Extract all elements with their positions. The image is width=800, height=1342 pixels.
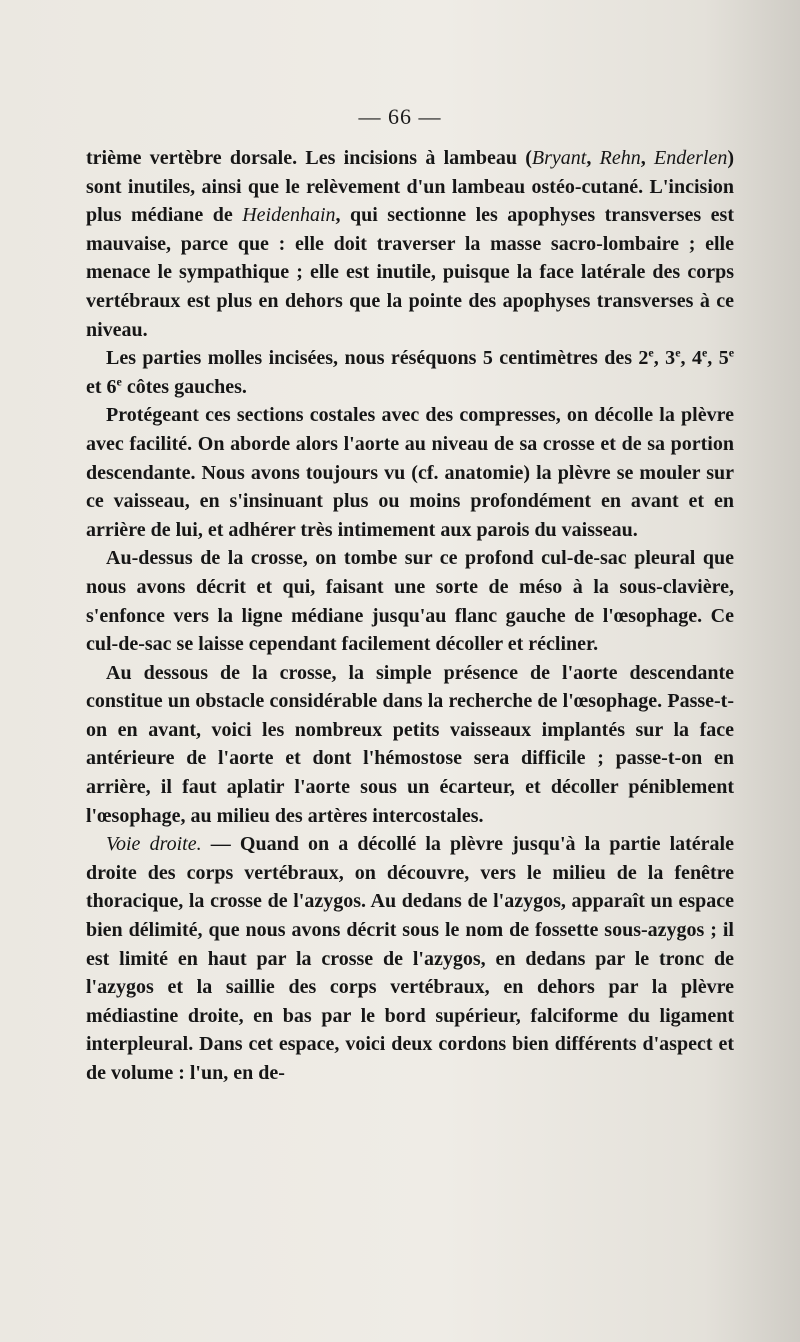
paragraph	[86, 830, 734, 1087]
text-run: , 3	[653, 347, 676, 370]
italic-text: Heidenhain	[242, 204, 336, 227]
italic-text: Rehn	[599, 147, 641, 169]
text-run: — Quand on a décollé la plèvre jusqu'à la partie latérale droite des corps vertébraux, on découvre, vers le milieu de la fenêtre thoracique, la crosse de l'azygos. Au dedans de l'azygos, apparaît un espace bien délimité, que nous avons décrit sous le nom de fossette sous-azygos ; il est limité en haut par la crosse de l'azygos, en dedans par le tronc de l'azygos et la saillie des corps vertébraux, en dehors par la plèvre médiastine droite, en bas par le bord supérieur, falciforme du ligament interpleural. Dans cet espace, voici deux cordons bien différents d'aspect et de volume : l'un, en de-	[86, 833, 734, 1084]
paragraph	[86, 401, 734, 544]
paragraph	[86, 144, 734, 344]
italic-text: Voie droite.	[106, 833, 202, 856]
text-run: , 5	[707, 347, 729, 370]
paragraph	[86, 344, 734, 401]
text-run: et 6	[86, 375, 117, 398]
text-run: ,	[640, 147, 655, 169]
superscript-text: e	[116, 374, 122, 389]
paragraph	[86, 659, 734, 831]
body-text	[86, 144, 734, 1088]
text-run: Au-dessus de la crosse, on tombe sur ce profond cul-de-sac pleural que nous avons décrit et qui, faisant une sorte de méso à la sous-clavière, s'enfonce vers la ligne médiane jusqu'au flanc gauche de l'œsophage. Ce cul-de-sac se laisse cependant facilement décoller et récliner.	[86, 547, 734, 656]
text-run: Protégeant ces sections costales avec des compresses, on décolle la plèvre avec facilité. On aborde alors l'aorte au niveau de sa crosse et de sa portion descendante. Nous avons toujours vu (cf. anatomie) la plèvre se mouler sur ce vaisseau, en s'insinuant plus ou moins profondément en avant et en arrière de lui, et adhérer très intimement aux parois du vaisseau.	[86, 404, 734, 541]
text-run: Au dessous de la crosse, la simple présence de l'aorte descendante constitue un obstacle considérable dans la recherche de l'œsophage. Passe-t-on en avant, voici les nombreux petits vaisseaux implantés sur la face antérieure de l'aorte et dont l'hémostose sera difficile ; passe-t-on en arrière, il faut aplatir l'aorte sous un écarteur, et décoller péniblement l'œsophage, au milieu des artères intercostales.	[86, 661, 734, 827]
text-run: ,	[586, 147, 600, 169]
text-run: , 4	[680, 347, 702, 370]
superscript-text: e	[648, 345, 654, 360]
superscript-text: e	[728, 345, 735, 360]
text-run: trième vertèbre dorsale. Les incisions à lambeau (	[86, 147, 532, 169]
italic-text: Bryant	[531, 147, 587, 169]
text-run: côtes gauches.	[121, 375, 247, 398]
superscript-text: e	[701, 345, 708, 360]
text-run: Les parties molles incisées, nous réséquons 5 centimètres des 2	[106, 347, 649, 370]
text-run: ) sont inutiles, ainsi que le relèvement d'un lambeau ostéo-cutané. L'incision plus médiane de	[86, 147, 735, 227]
superscript-text: e	[675, 345, 681, 360]
page-number: — 66 —	[358, 104, 442, 129]
paragraph	[86, 544, 734, 658]
italic-text: Enderlen	[654, 147, 728, 169]
text-run: , qui sectionne les apophyses transverses est mauvaise, parce que : elle doit traverser la masse sacro-lombaire ; elle menace le sympathique ; elle est inutile, puisque la face latérale des corps vertébraux est plus en dehors que la pointe des apophyses transverses à ce niveau.	[86, 204, 735, 341]
